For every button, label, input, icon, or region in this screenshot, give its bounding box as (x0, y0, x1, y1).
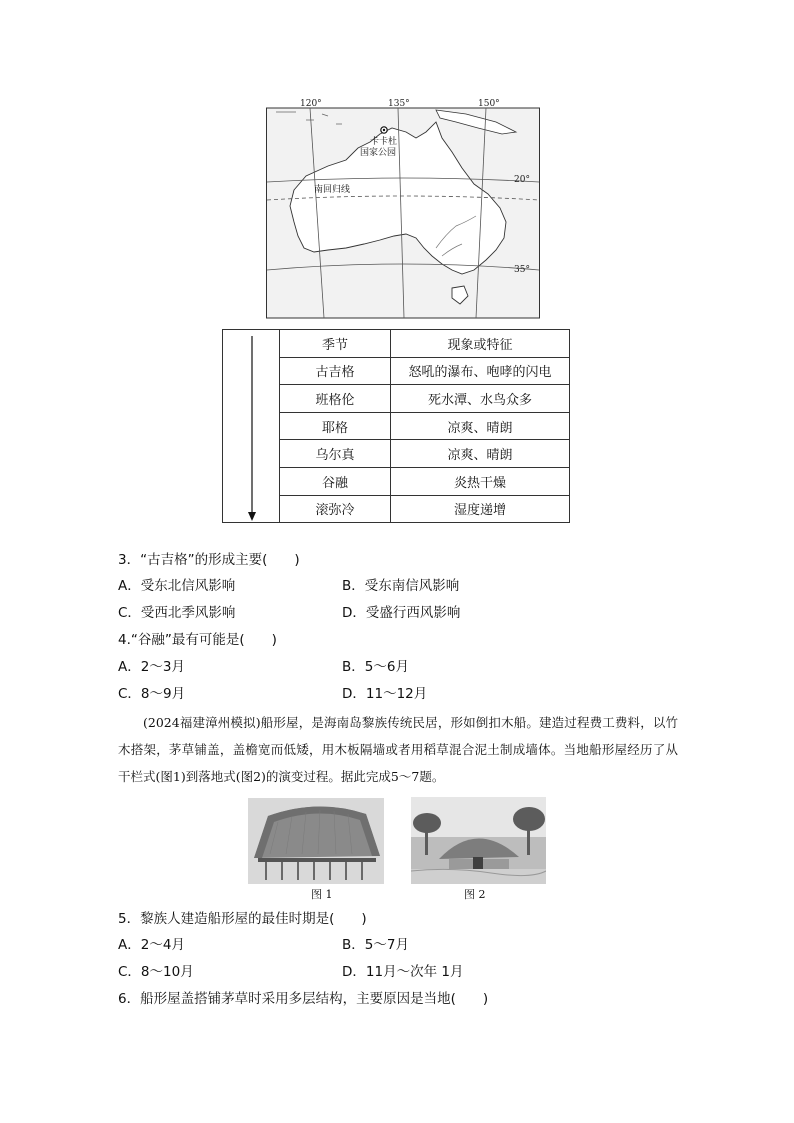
feature-cell: 死水潭、水鸟众多 (391, 385, 570, 413)
feature-cell: 炎热干燥 (391, 467, 570, 495)
q4-option-a[interactable]: A．2～3月 (118, 659, 185, 675)
season-cell: 班格伦 (280, 385, 391, 413)
q3-stem: 3．“古吉格”的形成主要( ) (118, 552, 300, 568)
q4-option-b[interactable]: B．5～6月 (342, 659, 409, 675)
lon-label-135: 135° (388, 99, 410, 109)
australia-map (266, 98, 540, 319)
q5-option-b[interactable]: B．5～7月 (342, 937, 409, 953)
ground-house-image (411, 797, 546, 884)
feature-cell: 怒吼的瀑布、咆哮的闪电 (391, 357, 570, 385)
q4-stem: 4.“谷融”最有可能是( ) (118, 632, 277, 648)
feature-cell: 凉爽、晴朗 (391, 412, 570, 440)
table-header-row (223, 330, 570, 358)
figure-1-caption: 图 1 (311, 888, 333, 901)
lon-label-120: 120° (300, 99, 322, 109)
figure-1-photo (248, 798, 384, 884)
q3-option-a[interactable]: A．受东北信风影响 (118, 578, 236, 594)
map-graphic (266, 98, 540, 319)
lon-label-150: 150° (478, 99, 500, 109)
lat-label-35: 35° (514, 265, 530, 275)
figure-2-photo (411, 797, 546, 884)
q5-stem: 5．黎族人建造船形屋的最佳时期是( ) (118, 911, 367, 927)
season-cell: 滚弥冷 (280, 495, 391, 523)
q5-option-a[interactable]: A．2～4月 (118, 937, 185, 953)
park-name-line1: 卡卡杜 (370, 137, 398, 147)
season-cell: 谷融 (280, 467, 391, 495)
season-cell: 耶格 (280, 412, 391, 440)
park-name-line2: 国家公园 (360, 148, 397, 158)
season-cell: 乌尔真 (280, 440, 391, 468)
lat-label-20: 20° (514, 175, 530, 185)
season-table (222, 329, 570, 523)
q3-option-c[interactable]: C．受西北季风影响 (118, 605, 236, 621)
q5-option-d[interactable]: D．11月～次年 1月 (342, 964, 464, 980)
q3-option-d[interactable]: D．受盛行西风影响 (342, 605, 461, 621)
arrow-cell (223, 330, 280, 523)
down-arrow-icon (223, 330, 279, 524)
q6-stem: 6．船形屋盖搭铺茅草时采用多层结构，主要原因是当地( ) (118, 991, 489, 1007)
header-season: 季节 (280, 330, 391, 358)
q4-option-d[interactable]: D．11～12月 (342, 686, 428, 702)
passage-text: (2024福建漳州模拟)船形屋，是海南岛黎族传统民居，形如倒扣木船。建造过程费工费料，以竹木搭架，茅草铺盖，盖檐宽而低矮，用木板隔墙或者用稻草混合泥土制成墙体。当地船形屋经历了从干栏式(图1)到落地式(图2)的演变过程。据此完成5～7题。 (118, 715, 678, 784)
header-feature: 现象或特征 (391, 330, 570, 358)
q5-option-c[interactable]: C．8～10月 (118, 964, 194, 980)
season-cell: 古吉格 (280, 357, 391, 385)
q3-option-b[interactable]: B．受东南信风影响 (342, 578, 460, 594)
q4-option-c[interactable]: C．8～9月 (118, 686, 186, 702)
tropic-label: 南回归线 (314, 185, 351, 195)
stilt-house-image (248, 798, 384, 884)
figure-2-caption: 图 2 (464, 888, 486, 901)
feature-cell: 凉爽、晴朗 (391, 440, 570, 468)
feature-cell: 湿度递增 (391, 495, 570, 523)
